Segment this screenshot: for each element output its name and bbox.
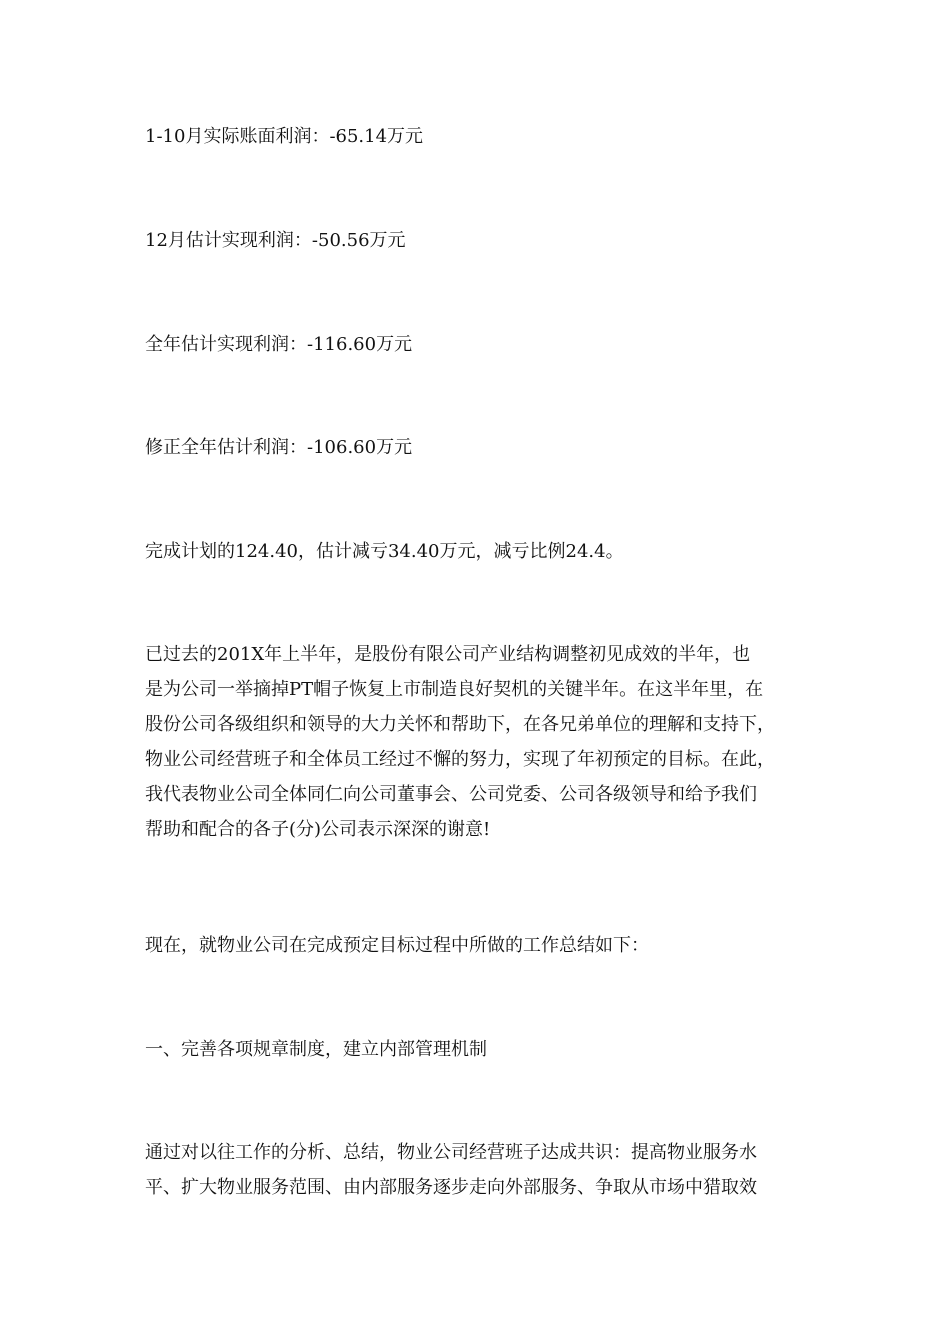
paragraph-line: 通过对以往工作的分析、总结，物业公司经营班子达成共识：提高物业服务水: [145, 1142, 757, 1163]
paragraph-line: 平、扩大物业服务范围、由内部服务逐步走向外部服务、争取从市场中猎取效: [145, 1177, 757, 1198]
profit-oct-line: 1-10月实际账面利润：-65.14万元: [145, 126, 424, 147]
section-paragraph: [145, 1141, 810, 1211]
paragraph-line: 物业公司经营班子和全体员工经过不懈的努力，实现了年初预定的目标。在此，: [145, 749, 775, 770]
paragraph-line: 我代表物业公司全体同仁向公司董事会、公司党委、公司各级领导和给予我们: [145, 784, 757, 805]
profit-revised-line: 修正全年估计利润：-106.60万元: [145, 437, 413, 458]
profit-dec-line: 12月估计实现利润：-50.56万元: [145, 230, 406, 251]
paragraph-line: 股份公司各级组织和领导的大力关怀和帮助下，在各兄弟单位的理解和支持下，: [145, 714, 775, 735]
paragraph-line: 是为公司一举摘掉PT帽子恢复上市制造良好契机的关键半年。在这半年里，在: [145, 679, 764, 700]
profit-year-line: 全年估计实现利润：-116.60万元: [145, 334, 413, 355]
summary-intro-line: 现在，就物业公司在完成预定目标过程中所做的工作总结如下：: [145, 935, 649, 956]
completion-line: 完成计划的124.40，估计减亏34.40万元，减亏比例24.4。: [145, 541, 624, 562]
paragraph-line: 帮助和配合的各子(分)公司表示深深的谢意!: [145, 819, 491, 840]
intro-paragraph: [145, 643, 810, 853]
paragraph-line: 已过去的201X年上半年，是股份有限公司产业结构调整初见成效的半年，也: [145, 644, 751, 665]
section-heading: 一、完善各项规章制度，建立内部管理机制: [145, 1039, 487, 1060]
